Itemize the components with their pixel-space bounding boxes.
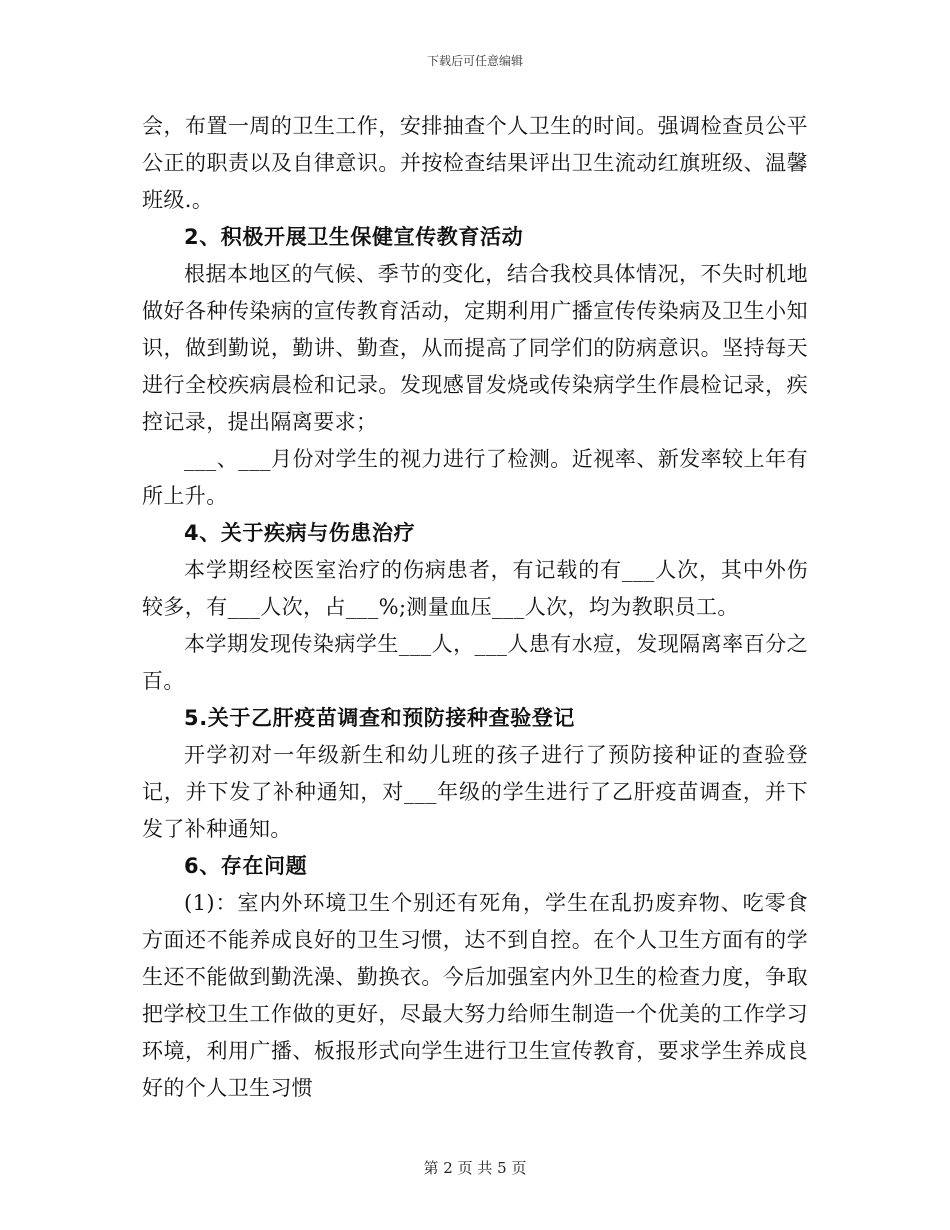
paragraph-injury-treatment: 本学期经校医室治疗的伤病患者，有记载的有___人次，其中外伤较多，有___人次，占___%;测量血压___人次，均为教职员工。: [142, 558, 808, 619]
paragraph-health-education: 根据本地区的气候、季节的变化，结合我校具体情况，不失时机地做好各种传染病的宣传教育活动，定期利用广播宣传传染病及卫生小知识，做到勤说，勤讲、勤查，从而提高了同学们的防病意识。坚持每天进行全校疾病晨检和记录。发现感冒发烧或传染病学生作晨检记录，疾控记录，提出隔离要求；: [142, 262, 808, 434]
page-footer: 第 2 页 共 5 页: [423, 1159, 527, 1177]
section-heading-2: 2、积极开展卫生保健宣传教育活动: [184, 225, 524, 249]
paragraph-vision-test: ___、___月份对学生的视力进行了检测。近视率、新发率较上年有所上升。: [142, 447, 808, 508]
section-heading-5: 5.关于乙肝疫苗调查和预防接种查验登记: [184, 706, 575, 730]
document-body: [142, 108, 808, 1107]
paragraph-vaccination: 开学初对一年级新生和幼儿班的孩子进行了预防接种证的查验登记，并下发了补种通知，对___年级的学生进行了乙肝疫苗调查，并下发了补种通知。: [142, 743, 808, 841]
page-header: 下载后可任意编辑: [426, 54, 523, 68]
paragraph-infectious-disease: 本学期发现传染病学生___人，___人患有水痘，发现隔离率百分之百。: [142, 632, 808, 693]
section-heading-6: 6、存在问题: [184, 854, 308, 878]
paragraph-continuation: 会，布置一周的卫生工作，安排抽查个人卫生的时间。强调检查员公平公正的职责以及自律意识。并按检查结果评出卫生流动红旗班级、温馨班级.。: [142, 114, 808, 212]
section-heading-4: 4、关于疾病与伤患治疗: [184, 521, 416, 545]
paragraph-problems: (1)：室内外环境卫生个别还有死角，学生在乱扔废弃物、吃零食方面还不能养成良好的卫生习惯，达不到自控。在个人卫生方面有的学生还不能做到勤洗澡、勤换衣。今后加强室内外卫生的检查力度，争取把学校卫生工作做的更好，尽最大努力给师生制造一个优美的工作学习环境，利用广播、板报形式向学生进行卫生宣传教育，要求学生养成良好的个人卫生习惯: [142, 891, 808, 1100]
